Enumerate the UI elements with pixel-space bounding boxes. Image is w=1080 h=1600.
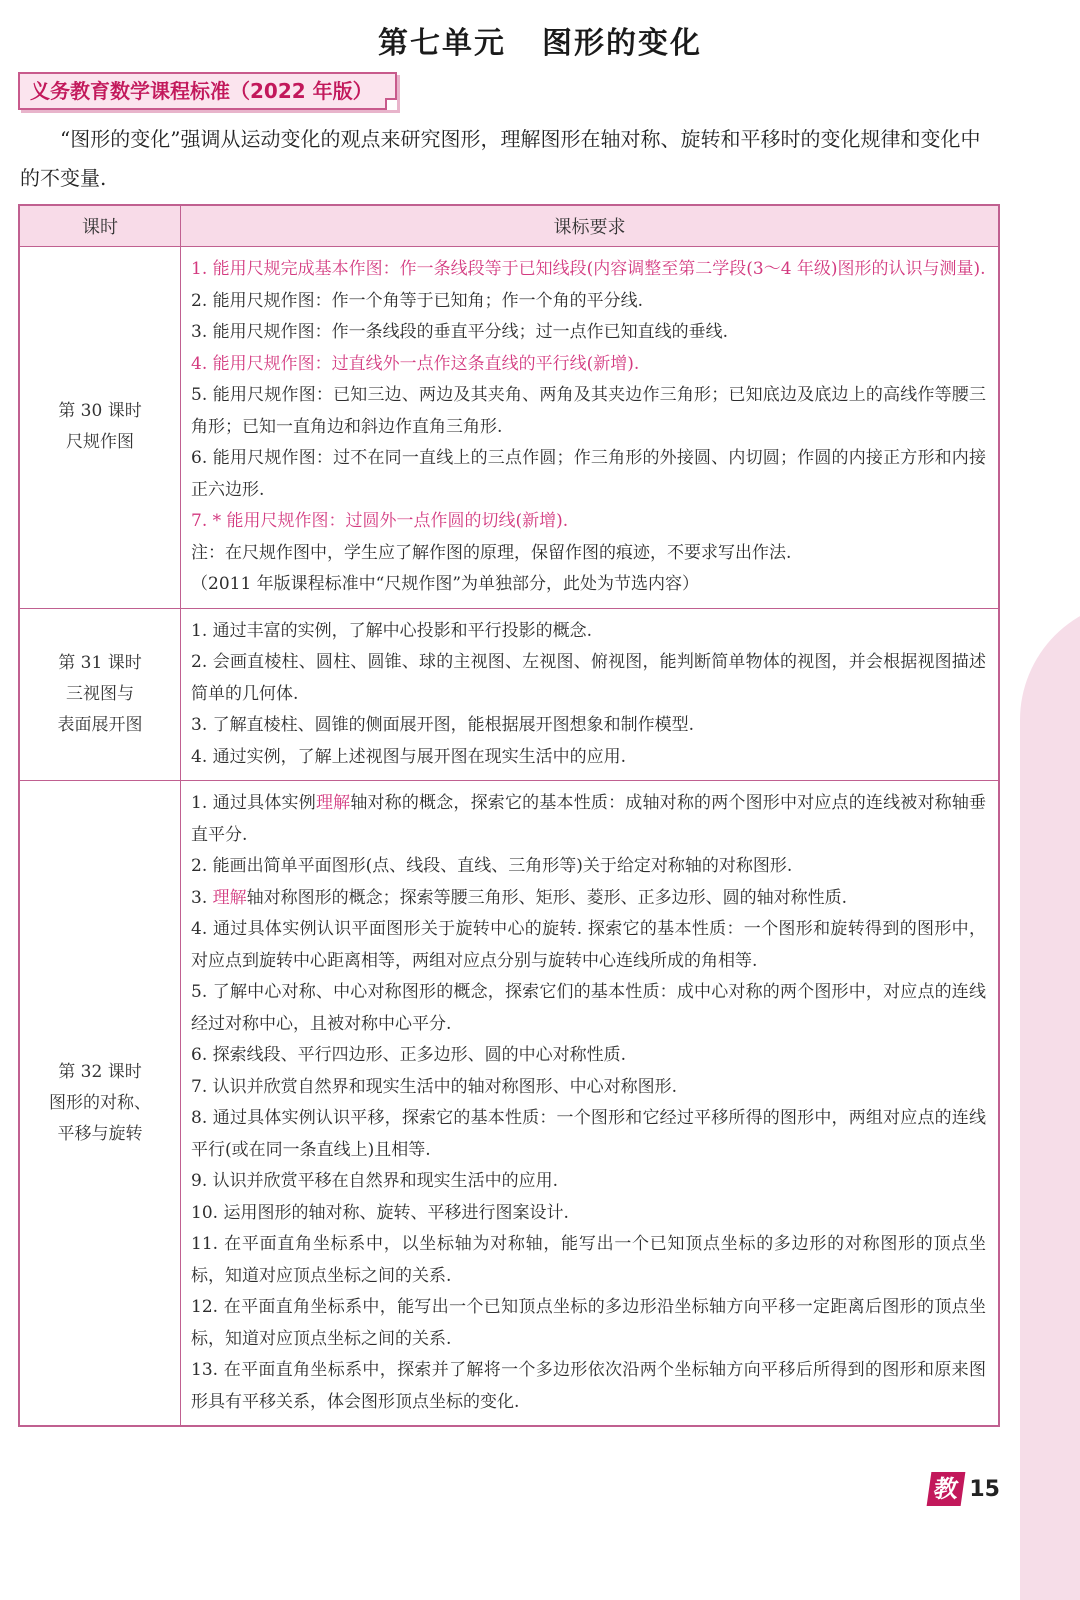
- teacher-badge-icon: 教: [927, 1472, 966, 1506]
- lesson-topic: 图形的对称、: [49, 1092, 151, 1113]
- list-item: 7. 认识并欣赏自然界和现实生活中的轴对称图形、中心对称图形.: [191, 1076, 678, 1097]
- list-item: 1. 通过具体实例理解轴对称的概念，探索它的基本性质：成轴对称的两个图形中对应点的连线被对称轴垂直平分.: [191, 793, 987, 845]
- list-item: 3. 理解轴对称图形的概念；探索等腰三角形、矩形、菱形、正多边形、圆的轴对称性质.: [191, 887, 848, 908]
- col-header-requirement: 课标要求: [181, 205, 1000, 247]
- list-item: 2. 能画出简单平面图形(点、线段、直线、三角形等)关于给定对称轴的对称图形.: [191, 856, 793, 876]
- curriculum-table: [18, 204, 1000, 1427]
- lesson-number: 第 30 课时: [58, 401, 142, 422]
- list-item: 7. * 能用尺规作图：过圆外一点作圆的切线(新增).: [191, 511, 569, 531]
- lesson-number: 第 31 课时: [58, 652, 142, 673]
- list-item: （2011 年版课程标准中“尺规作图”为单独部分，此处为节选内容）: [191, 574, 700, 594]
- list-item: 4. 通过实例，了解上述视图与展开图在现实生活中的应用.: [191, 746, 627, 767]
- list-item: 13. 在平面直角坐标系中，探索并了解将一个多边形依次沿两个坐标轴方向平移后所得到的图形和原来图形具有平移关系，体会图形顶点坐标的变化.: [191, 1360, 986, 1412]
- lesson-topic: 平移与旋转: [57, 1123, 143, 1144]
- table-header-row: [19, 205, 999, 247]
- list-item: 2. 能用尺规作图：作一个角等于已知角；作一个角的平分线.: [191, 290, 644, 311]
- page-title: [0, 18, 1080, 62]
- list-item: 6. 探索线段、平行四边形、正多边形、圆的中心对称性质.: [191, 1045, 627, 1065]
- col-header-lesson: 课时: [19, 205, 181, 247]
- list-item: 1. 通过丰富的实例，了解中心投影和平行投影的概念.: [191, 620, 593, 641]
- list-item: 4. 能用尺规作图：过直线外一点作这条直线的平行线(新增).: [191, 353, 640, 374]
- table-row: [19, 781, 999, 1427]
- list-item: 4. 通过具体实例认识平面图形关于旋转中心的旋转. 探索它的基本性质：一个图形和旋转得到的图形中，对应点到旋转中心距离相等，两组对应点分别与旋转中心连线所成的角相等.: [191, 919, 986, 971]
- list-item: 5. 能用尺规作图：已知三边、两边及其夹角、两角及其夹边作三角形；已知底边及底边上的高线作等腰三角形；已知一直角边和斜边作直角三角形.: [191, 385, 986, 437]
- list-item: 3. 了解直棱柱、圆锥的侧面展开图，能根据展开图想象和制作模型.: [191, 715, 695, 735]
- lesson-cell: [19, 781, 181, 1427]
- requirement-cell: [181, 608, 1000, 781]
- standard-banner: 义务教育数学课程标准（2022 年版）: [18, 72, 397, 110]
- page-number: 15: [969, 1476, 1000, 1502]
- table-row: [19, 247, 999, 609]
- lesson-cell: [19, 247, 181, 609]
- requirement-cell: [181, 247, 1000, 609]
- list-item: 5. 了解中心对称、中心对称图形的概念，探索它们的基本性质：成中心对称的两个图形中，对应点的连线经过对称中心，且被对称中心平分.: [191, 982, 986, 1034]
- unit-number: 第七单元: [378, 26, 506, 61]
- list-item: 6. 能用尺规作图：过不在同一直线上的三点作圆；作三角形的外接圆、内切圆；作圆的内接正方形和内接正六边形.: [191, 448, 986, 500]
- list-item: 8. 通过具体实例认识平移，探索它的基本性质：一个图形和它经过平移所得的图形中，两组对应点的连线平行(或在同一条直线上)且相等.: [191, 1108, 986, 1160]
- lesson-number: 第 32 课时: [58, 1061, 142, 1082]
- list-item: 2. 会画直棱柱、圆柱、圆锥、球的主视图、左视图、俯视图，能判断简单物体的视图，并会根据视图描述简单的几何体.: [191, 652, 986, 704]
- page-footer: [929, 1472, 1000, 1506]
- lesson-topic: 尺规作图: [66, 432, 134, 453]
- intro-paragraph: “图形的变化”强调从运动变化的观点来研究图形，理解图形在轴对称、旋转和平移时的变化规律和变化中的不变量.: [20, 127, 981, 190]
- list-item: 1. 能用尺规完成基本作图：作一条线段等于已知线段(内容调整至第二学段(3～4 年级)图形的认识与测量).: [191, 259, 986, 279]
- list-item: 注：在尺规作图中，学生应了解作图的原理，保留作图的痕迹，不要求写出作法.: [191, 542, 792, 563]
- lesson-cell: [19, 608, 181, 781]
- list-item: 12. 在平面直角坐标系中，能写出一个已知顶点坐标的多边形沿坐标轴方向平移一定距离后图形的顶点坐标，知道对应顶点坐标之间的关系.: [191, 1297, 986, 1349]
- side-decoration: [1020, 600, 1080, 1600]
- lesson-topic: 表面展开图: [57, 714, 143, 735]
- list-item: 9. 认识并欣赏平移在自然界和现实生活中的应用.: [191, 1171, 559, 1191]
- list-item: 11. 在平面直角坐标系中，以坐标轴为对称轴，能写出一个已知顶点坐标的多边形的对称图形的顶点坐标，知道对应顶点坐标之间的关系.: [191, 1234, 986, 1286]
- list-item: 3. 能用尺规作图：作一条线段的垂直平分线；过一点作已知直线的垂线.: [191, 322, 729, 342]
- lesson-topic: 三视图与: [66, 683, 134, 704]
- list-item: 10. 运用图形的轴对称、旋转、平移进行图案设计.: [191, 1202, 569, 1223]
- requirement-cell: [181, 781, 1000, 1427]
- table-row: [19, 608, 999, 781]
- unit-name: 图形的变化: [542, 26, 702, 61]
